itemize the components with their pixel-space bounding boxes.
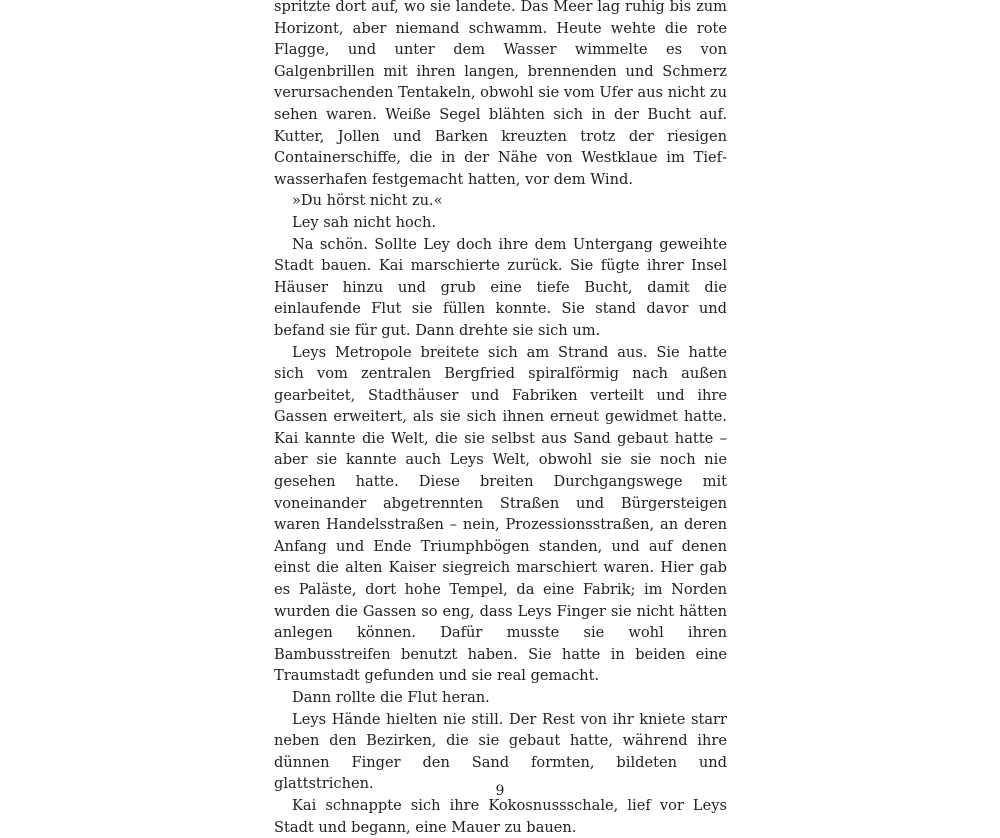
paragraph-continued: spritzte dort auf, wo sie landete. Das Meer lag ruhig bis zum Horizont, aber niemand schwamm. Heute wehte die rote Flagge, und unter dem Wasser wimmelte es von Galgenbrillen mit ihren langen, brennenden und Schmerz verursachenden Tentakeln, obwohl sie vom Ufer aus nicht zu sehen waren. Weiße Segel blähten sich in der Bucht auf. Kutter, Jollen und Barken kreuzten trotz der riesigen Containerschiffe, die in der Nähe von Westklaue im Tiefwasserhafen festgemacht hatten, vor dem Wind. [274,0,727,188]
paragraph: Na schön. Sollte Ley doch ihre dem Untergang geweihte Stadt bauen. Kai marschierte zurück. Sie fügte ihrer Insel Häuser hinzu und grub eine tiefe Bucht, damit die einlaufende Flut sie füllen konnte. Sie stand davor und befand sie für gut. Dann drehte sie sich um. [274,235,727,339]
paragraph: Leys Hände hielten nie still. Der Rest von ihr kniete starr neben den Bezirken, die sie gebaut hatte, während ihre dünnen Finger den Sand formten, bildeten und glattstrichen. [274,710,727,793]
paragraph-dialogue: »Du hörst nicht zu.« [292,192,443,210]
paragraph: Dann rollte die Flut heran. [292,689,490,706]
paragraph: Ley sah nicht hoch. [292,213,436,231]
paragraph: Leys Metropole breitete sich am Strand aus. Sie hatte sich vom zentralen Bergfried spiralförmig nach außen gearbeitet, Stadthäuser und Fabriken verteilt und ihre Gassen erweitert, als sie sich ihnen erneut gewidmet hatte. Kai kannte die Welt, die sie selbst aus Sand gebaut hatte – aber sie kannte auch Leys Welt, obwohl sie sie noch nie gesehen hatte. Diese breiten Durchgangswege mit voneinander abgetrennten Straßen und Bürgersteigen waren Handelsstraßen – nein, Prozessionsstraßen, an deren Anfang und Ende Triumphbögen standen, und auf denen einst die alten Kaiser siegreich marschiert waren. Hier gab es Paläste, dort hohe Tempel, da eine Fabrik; im Norden wurden die Gassen so eng, dass Leys Finger sie nicht hätten anlegen können. Dafür musste sie wohl ihren Bambusstreifen benutzt haben. Sie hatte in beiden eine Traumstadt gefunden und sie real gemacht. [274,343,727,685]
paragraph: Kai schnappte sich ihre Kokosnussschale, lief vor Leys Stadt und begann, eine Mauer zu bauen. [274,796,727,836]
page-number: 9 [495,783,505,799]
body-text [274,0,727,838]
